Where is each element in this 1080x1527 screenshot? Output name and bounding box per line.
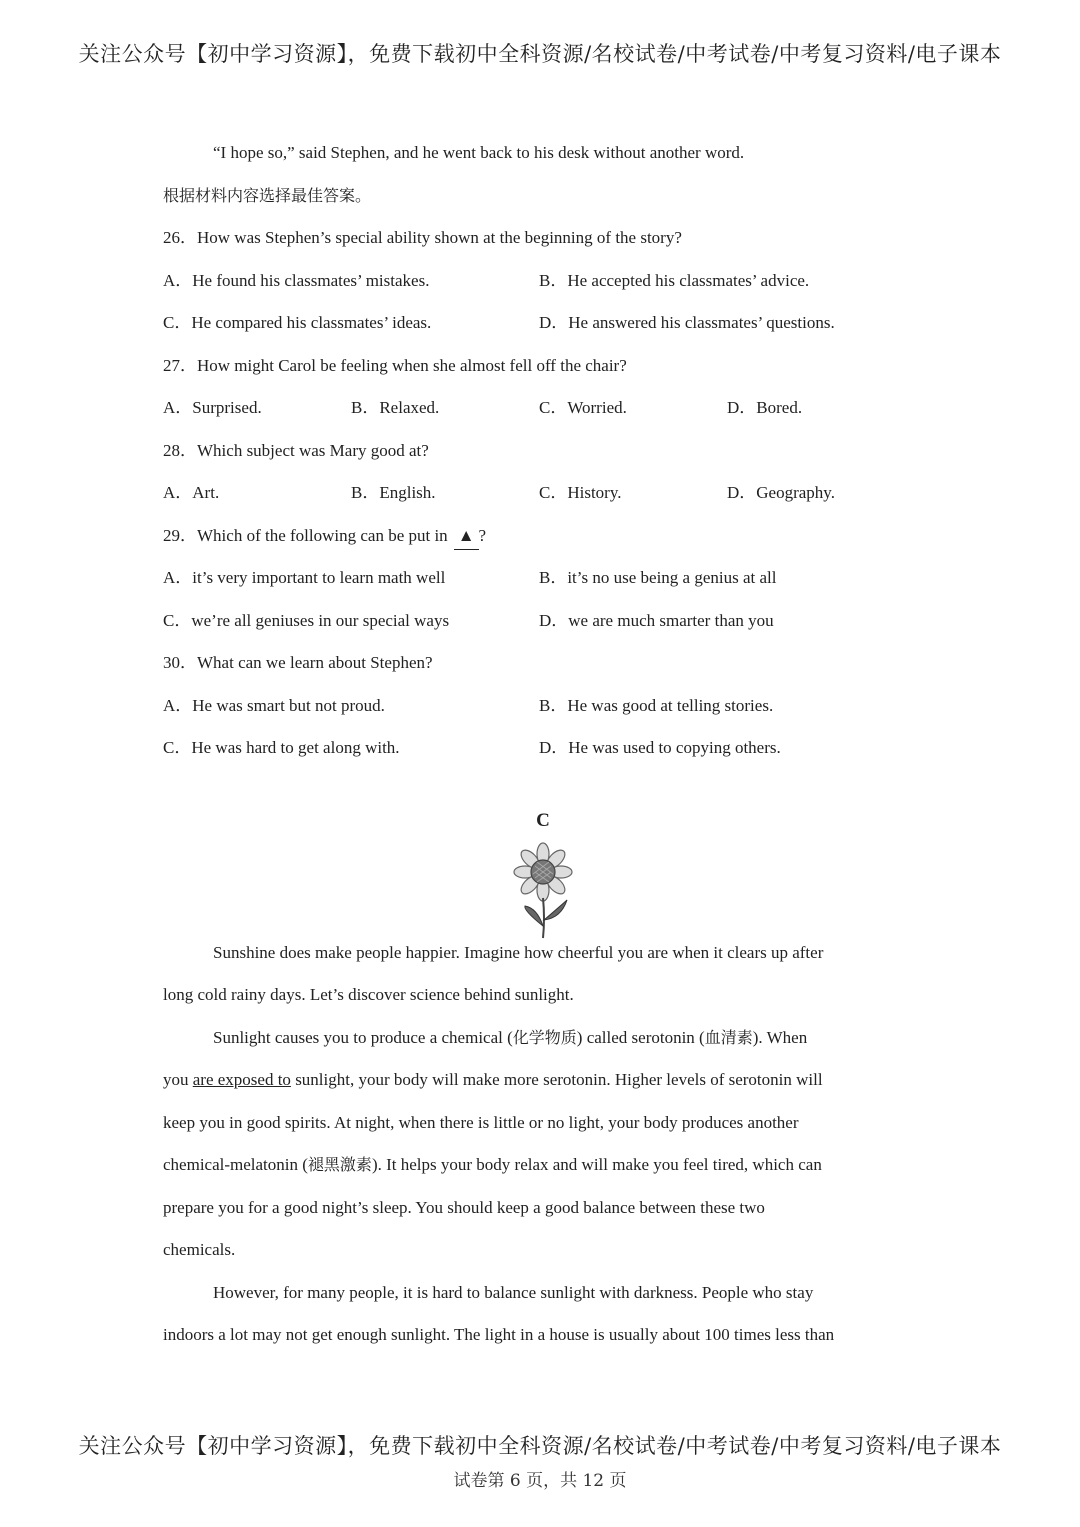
passage-text: Sunlight causes you to produce a chemical (: [213, 1027, 513, 1047]
option-30-d: D．He was used to copying others.: [539, 738, 781, 757]
options-30-row2: [163, 735, 923, 778]
passage-line: However, for many people, it is hard to balance sunlight with darkness. People who stay: [213, 1282, 814, 1302]
option-26-b: B．He accepted his classmates’ advice.: [539, 270, 810, 290]
sunflower-illustration: [163, 840, 923, 940]
options-28: [163, 480, 923, 523]
passage-line: [163, 1067, 923, 1110]
top-banner: 关注公众号【初中学习资源】，免费下载初中全科资源/名校试卷/中考试卷/中考复习资料/电子课本: [78, 42, 1002, 66]
question-28: 28．Which subject was Mary good at?: [163, 440, 429, 460]
passage-text: chemical-melatonin (: [163, 1155, 308, 1174]
question-30: 30．What can we learn about Stephen?: [163, 653, 433, 672]
passage-line: [163, 1152, 923, 1195]
option-29-b: B．it’s no use being a genius at all: [539, 568, 777, 587]
answer-blank: ▲: [454, 523, 479, 550]
question-27: 27．How might Carol be feeling when she almost fell off the chair?: [163, 355, 627, 375]
bottom-banner: 关注公众号【初中学习资源】，免费下载初中全科资源/名校试卷/中考试卷/中考复习资料/电子课本: [78, 1434, 1002, 1458]
underlined-phrase: are exposed to: [192, 1070, 291, 1089]
page-footer: 试卷第 6 页，共 12 页: [453, 1471, 627, 1491]
question-29-text: 29．Which of the following can be put in: [163, 525, 448, 545]
options-26-row2: [163, 310, 923, 353]
option-29-a: A．it’s very important to learn math well: [163, 568, 446, 587]
passage-line: keep you in good spirits. At night, when there is little or no light, your body produces another: [163, 1112, 799, 1132]
passage-text: sunlight, your body will make more serotonin. Higher levels of serotonin will: [290, 1070, 823, 1089]
instruction: 根据材料内容选择最佳答案。: [163, 185, 372, 205]
option-28-c: C．History.: [539, 483, 622, 502]
intro-quote: “I hope so,” said Stephen, and he went back to his desk without another word.: [213, 143, 745, 162]
option-29-c: C．we’re all geniuses in our special ways: [163, 610, 450, 630]
passage-c: [163, 940, 923, 1365]
option-27-b: B．Relaxed.: [351, 398, 440, 417]
options-26-row1: [163, 268, 923, 311]
passage-text: ) called serotonin (: [576, 1027, 705, 1047]
option-27-d: D．Bored.: [727, 398, 803, 417]
passage-line: long cold rainy days. Let’s discover science behind sunlight.: [163, 985, 574, 1004]
question-26: 26．How was Stephen’s special ability shown at the beginning of the story?: [163, 228, 682, 247]
passage-line: [163, 1025, 923, 1068]
question-29: [163, 523, 923, 566]
option-27-c: C．Worried.: [539, 398, 627, 417]
passage-text: ). It helps your body relax and will make you feel tired, which can: [371, 1155, 822, 1174]
option-30-b: B．He was good at telling stories.: [539, 695, 774, 715]
option-27-a: A．Surprised.: [163, 398, 262, 417]
passage-line: Sunshine does make people happier. Imagine how cheerful you are when it clears up after: [213, 942, 824, 962]
option-30-a: A．He was smart but not proud.: [163, 695, 385, 715]
option-26-c: C．He compared his classmates’ ideas.: [163, 313, 432, 332]
option-26-d: D．He answered his classmates’ questions.: [539, 313, 835, 332]
chinese-gloss: 褪黑激素: [307, 1155, 372, 1174]
question-29-end: ?: [478, 525, 487, 545]
options-29-row1: [163, 565, 923, 608]
options-29-row2: [163, 608, 923, 651]
passage-line: chemicals.: [163, 1240, 236, 1259]
page-content: [163, 140, 923, 1365]
options-30-row1: [163, 693, 923, 736]
passage-text: ). When: [752, 1027, 808, 1047]
section-title: C: [536, 809, 550, 831]
option-30-c: C．He was hard to get along with.: [163, 738, 400, 757]
passage-line: indoors a lot may not get enough sunlight. The light in a house is usually about 100 times less than: [163, 1325, 835, 1344]
option-29-d: D．we are much smarter than you: [539, 610, 774, 630]
option-28-b: B．English.: [351, 483, 436, 502]
option-26-a: A．He found his classmates’ mistakes.: [163, 270, 430, 290]
passage-line: prepare you for a good night’s sleep. You should keep a good balance between these two: [163, 1197, 765, 1217]
option-28-d: D．Geography.: [727, 483, 835, 502]
chinese-gloss: 化学物质: [512, 1027, 577, 1047]
chinese-gloss: 血清素: [704, 1027, 753, 1047]
passage-text: you: [163, 1070, 193, 1089]
option-28-a: A．Art.: [163, 483, 220, 502]
sunflower-icon: [503, 840, 583, 940]
options-27: [163, 395, 923, 438]
